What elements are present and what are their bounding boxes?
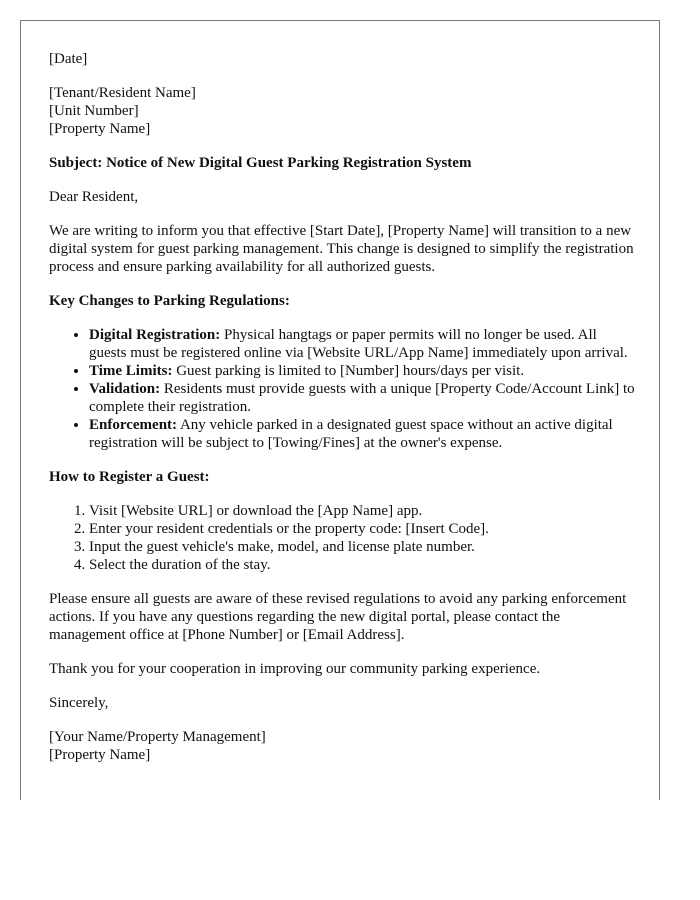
key-change-term: Time Limits:: [89, 363, 173, 379]
key-change-text: Residents must provide guests with a unique [Property Code/Account Link] to complete their registration.: [89, 381, 635, 415]
register-steps-list: [49, 502, 637, 574]
letter-date: [Date]: [49, 51, 88, 67]
recipient-name: [Tenant/Resident Name]: [49, 85, 196, 101]
key-change-text: Any vehicle parked in a designated guest space without an active digital registration will be subject to [Towing/Fines] at the owner's expense.: [89, 417, 613, 451]
key-change-item: [89, 416, 637, 452]
key-change-term: Validation:: [89, 381, 161, 397]
letter-subject: Subject: Notice of New Digital Guest Parking Registration System: [49, 155, 472, 171]
register-step: 1. Visit [Website URL] or download the [App Name] app.: [89, 502, 637, 520]
key-changes-list: [49, 326, 637, 452]
register-step: 4. Select the duration of the stay.: [89, 556, 637, 574]
recipient-block: [49, 84, 637, 138]
key-change-term: Enforcement:: [89, 417, 178, 433]
register-step: 3. Input the guest vehicle's make, model, and license plate number.: [89, 538, 637, 556]
register-step: 2. Enter your resident credentials or the property code: [Insert Code].: [89, 520, 637, 538]
signoff: Sincerely,: [49, 695, 109, 711]
key-changes-heading: Key Changes to Parking Regulations:: [49, 293, 290, 309]
key-change-text: Guest parking is limited to [Number] hours/days per visit.: [172, 363, 525, 379]
signature-block: [49, 728, 637, 764]
signature-name: [Your Name/Property Management]: [49, 729, 266, 745]
register-heading: How to Register a Guest:: [49, 469, 210, 485]
salutation: Dear Resident,: [49, 189, 139, 205]
recipient-property: [Property Name]: [49, 121, 151, 137]
key-change-item: [89, 362, 637, 380]
key-change-text: Physical hangtags or paper permits will no longer be used. All guests must be registered online via [Website URL/App Name] immediately upon arrival.: [89, 327, 628, 361]
key-change-term: Digital Registration:: [89, 327, 221, 343]
letter-page: [20, 20, 660, 800]
key-change-item: [89, 326, 637, 362]
thanks-paragraph: Thank you for your cooperation in improving our community parking experience.: [49, 661, 541, 677]
recipient-unit: [Unit Number]: [49, 103, 139, 119]
letter-body: [49, 50, 637, 780]
intro-paragraph: We are writing to inform you that effective [Start Date], [Property Name] will transition to a new digital system for guest parking management. This change is designed to simplify the registration process and ensure parking availability for all authorized guests.: [49, 223, 634, 275]
key-change-item: [89, 380, 637, 416]
closing-paragraph: Please ensure all guests are aware of these revised regulations to avoid any parking enforcement actions. If you have any questions regarding the new digital portal, please contact the management office at [Phone Number] or [Email Address].: [49, 591, 627, 643]
signature-property: [Property Name]: [49, 747, 151, 763]
